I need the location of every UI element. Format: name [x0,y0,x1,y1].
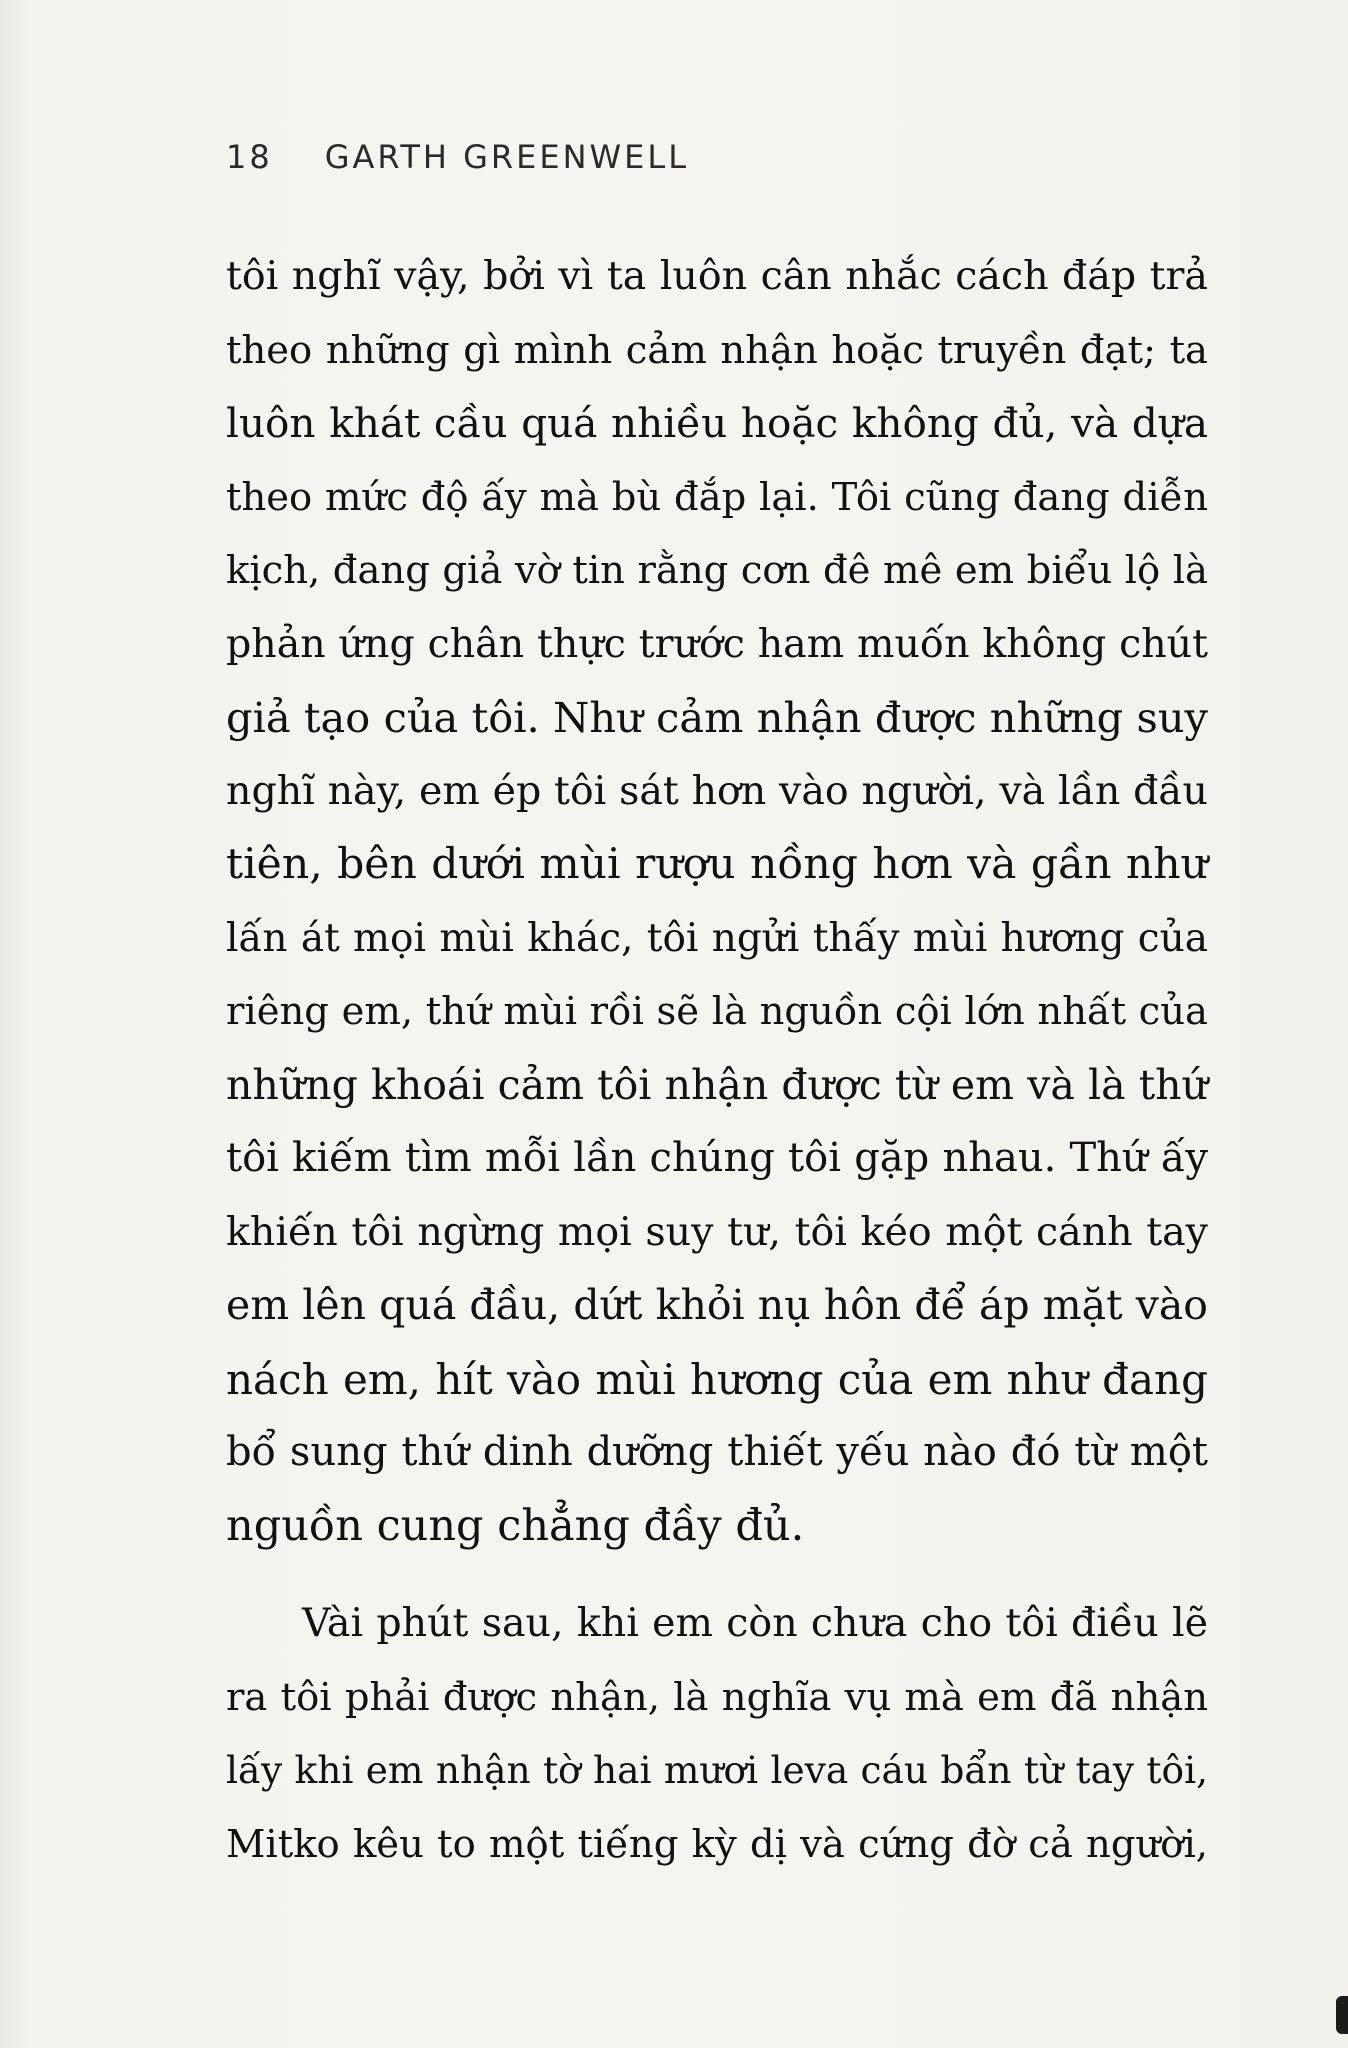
text-line: giả tạo của tôi. Như cảm nhận được những suy [226,693,1208,742]
page-number: 18 [226,138,273,176]
text-line: lấy khi em nhận tờ hai mươi leva cáu bẩn từ tay tôi, [226,1748,1208,1792]
text-line: Mitko kêu to một tiếng kỳ dị và cứng đờ cả người, [226,1821,1208,1867]
page-edge-mark [1336,1996,1348,2034]
text-line: theo mức độ ấy mà bù đắp lại. Tôi cũng đang diễn [226,474,1208,520]
text-line: Vài phút sau, khi em còn chưa cho tôi điều lẽ [302,1600,1208,1646]
text-line: luôn khát cầu quá nhiều hoặc không đủ, và dựa [226,399,1208,447]
text-line: nghĩ này, em ép tôi sát hơn vào người, và lần đầu [226,767,1208,814]
running-header [226,138,689,176]
text-line: khiến tôi ngừng mọi suy tư, tôi kéo một cánh tay [226,1208,1208,1255]
text-line: tiên, bên dưới mùi rượu nồng hơn và gần như [226,840,1208,889]
text-line: tôi nghĩ vậy, bởi vì ta luôn cân nhắc cách đáp trả [226,253,1208,299]
text-line: nách em, hít vào mùi hương của em như đang [226,1354,1208,1404]
text-line: theo những gì mình cảm nhận hoặc truyền đạt; ta [226,327,1208,373]
text-line: bổ sung thứ dinh dưỡng thiết yếu nào đó từ một [226,1429,1208,1475]
paragraph-gap [226,1563,1208,1587]
paragraph-2 [226,1587,1208,1881]
text-line: riêng em, thứ mùi rồi sẽ là nguồn cội lớn nhất của [226,989,1208,1034]
text-line: lấn át mọi mùi khác, tôi ngửi thấy mùi hương của [226,915,1208,961]
text-line: kịch, đang giả vờ tin rằng cơn đê mê em biểu lộ là [226,548,1208,593]
text-line: ra tôi phải được nhận, là nghĩa vụ mà em đã nhận [226,1674,1208,1720]
paragraph-1 [226,240,1208,1563]
text-line: những khoái cảm tôi nhận được từ em và là thứ [226,1060,1208,1109]
text-line: phản ứng chân thực trước ham muốn không chút [226,620,1208,667]
text-line: tôi kiếm tìm mỗi lần chúng tôi gặp nhau. Thứ ấy [226,1135,1208,1181]
text-line: em lên quá đầu, dứt khỏi nụ hôn để áp mặt vào [226,1281,1208,1329]
body-text [226,240,1208,1881]
text-line: nguồn cung chẳng đầy đủ. [226,1500,805,1551]
author-name: GARTH GREENWELL [324,138,690,176]
